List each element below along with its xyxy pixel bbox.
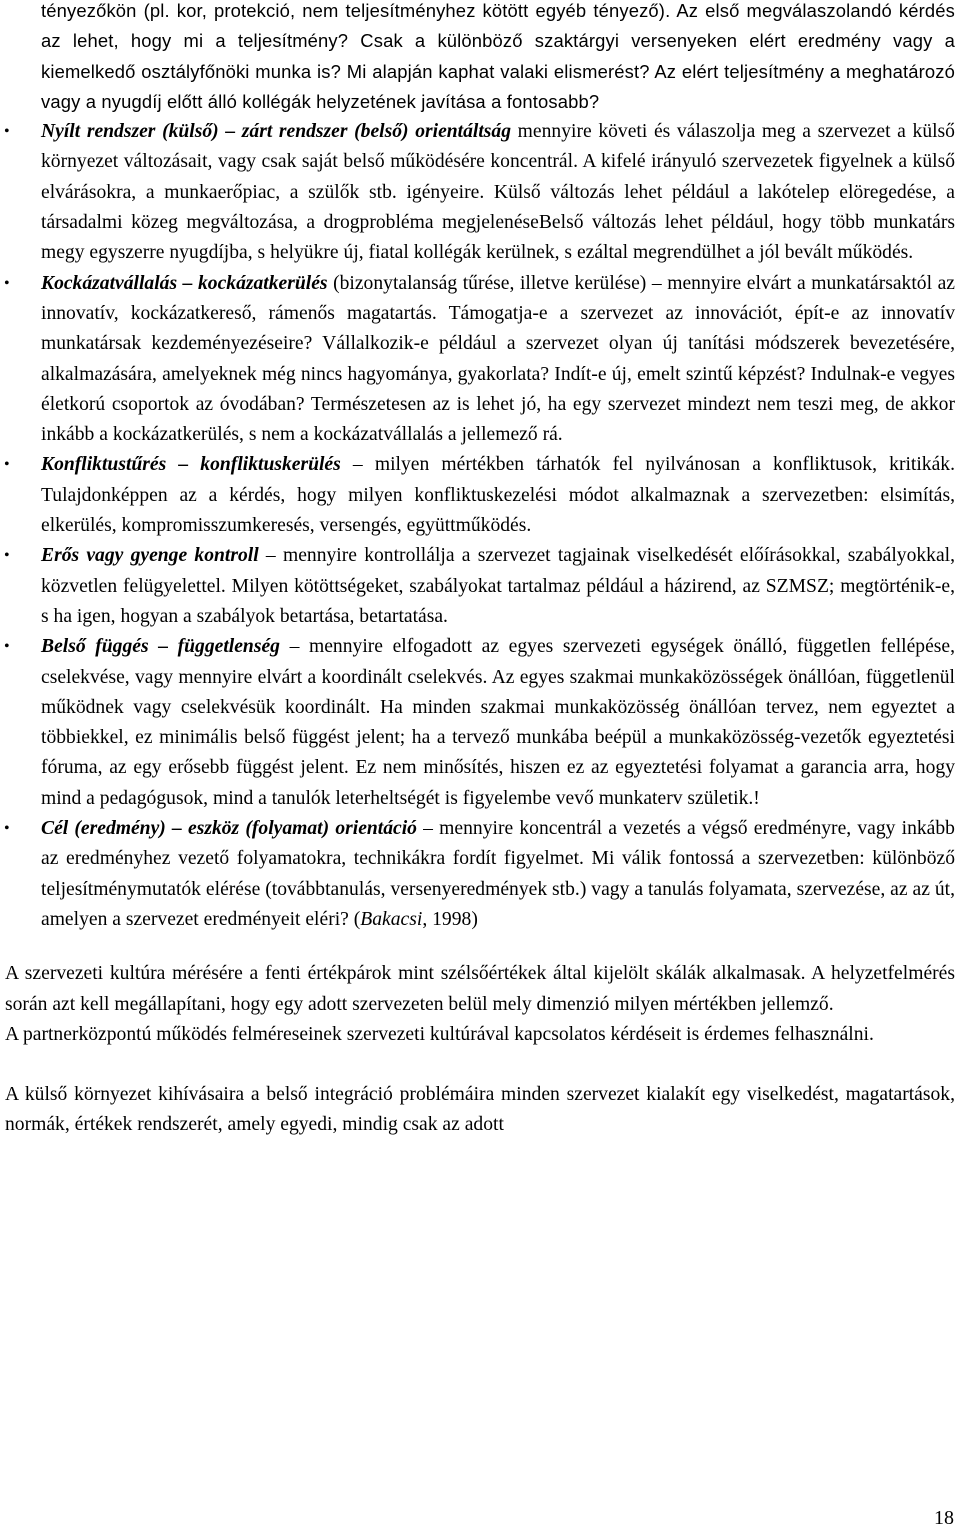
bullet-text: (bizonytalanság tűrése, illetve kerülése) – mennyire elvárt a munkatársaktól az innovatív, kockázatkereső, rámenős magatartás. Támogatja-e a szervezet az innovációt, épít-e az innovatív munkatársak kezdeményezéseire? Vállalkozik-e például a szervezet olyan új tanítási módszerek bevezetésére, alkalmazására, amelyeknek még nincs hagyománya, gyakorlata? Indít-e új, emelt szintű képzést? Indulnak-e vegyes életkorú csoportok az óvodában? Természetesen az is lehet jó, ha egy szervezet mindezt nem teszi meg, de akkor inkább a kockázatkerülés, s nem a kockázatvállalás a jellemező rá.: [41, 272, 955, 446]
bullet-title: Nyílt rendszer (külső) – zárt rendszer (belső) orientáltság: [41, 121, 512, 143]
intro-line: megválaszolandó kérdés az lehet, hogy mi a teljesítmény? Csak a különböző szaktárgyi: [41, 0, 955, 52]
intro-line: kollégák helyzetének javítása a fontosabb?: [242, 90, 600, 112]
bullet-text: mennyire követi és válaszolja meg a szervezet a külső környezet változásait, vagy csak saját belső működésére koncentrál. A kifelé irányuló szervezetek figyelnek a külső elvárásokra, a munkaerőpiac, a szülők stb. igényeire. Külső változás lehet például a lakótelep elöregedése, a társadalmi közeg megváltozása, a drogprobléma megjelenéseBelső változás lehet például, hogy több munkatárs megy egyszerre nyugdíjba, s helyükre új, fiatal kollégák kerülnek, s ezáltal megrendülhet a jól bevált működés.: [41, 121, 955, 264]
intro-line: kaphat valaki elismerést? Az elért teljesítmény a meghatározó vagy a nyugdíj előtt álló: [41, 60, 955, 112]
citation-author: Bakacsi: [360, 908, 423, 930]
bullet-item: [0, 814, 960, 935]
citation-year: , 1998): [422, 908, 478, 930]
bullet-dot: •: [4, 547, 10, 565]
intro-line: versenyeken elért eredmény vagy a kiemelkedő osztályfőnöki munka is? Mi alapján: [41, 30, 955, 82]
intro-line: tényezőkön (pl. kor, protekció, nem teljesítményhez kötött egyéb tényező). Az első: [41, 0, 740, 21]
bullet-title: Kockázatvállalás – kockázatkerülés: [41, 272, 328, 294]
bullet-text: – milyen mértékben tárhatók fel nyilvánosan a konfliktusok, kritikák. Tulajdonképpen az a kérdés, hogy milyen konfliktuskezelési módot alkalmaznak a szervezetben: elsimítás, elkerülés, kompromisszumkeresés, versengés, együttműködés.: [41, 454, 955, 537]
bullet-item: [0, 450, 960, 541]
bullet-dot: •: [4, 274, 10, 292]
bullet-dot: •: [4, 456, 10, 474]
bullet-item: [0, 117, 960, 268]
bullet-title: Belső függés – függetlenség: [41, 636, 280, 658]
bullet-title: Erős vagy gyenge kontroll: [41, 545, 259, 567]
bullet-text: – mennyire kontrollálja a szervezet tagjainak viselkedését előírásokkal, szabályokkal, közvetlen felügyelettel. Milyen kötöttségeket, szabályokat tartalmaz például a házirend, az SZMSZ; megtörténik-e, s ha igen, hogyan a szabályok betartása, betartatása.: [41, 545, 955, 627]
bullet-title: Konfliktustűrés – konfliktuskerülés: [41, 454, 341, 476]
bullet-title: Cél (eredmény) – eszköz (folyamat) orientáció: [41, 818, 417, 840]
body-paragraph: A szervezeti kultúra mérésére a fenti értékpárok mint szélsőértékek által kijelölt skálák alkalmasak. A helyzetfelmérés során azt kell megállapítani, hogy egy adott szervezeten belül mely dimenzió milyen mértékben jellemző.: [5, 963, 955, 1015]
bullet-text: – mennyire koncentrál a vezetés a végső eredményre, vagy inkább az eredményhez vezető folyamatokra, technikákra fordít figyelmet. Mi válik fontossá a szervezetben: különböző teljesítménymutatók elérése (továbbtanulás, versenyeredmények stb.) vagy a tanulás folyamata, szervezése, az az út, amelyen a szervezet eredményeit eléri? (: [41, 818, 955, 930]
intro-paragraph: [0, 0, 960, 117]
page-number: 18: [934, 1507, 954, 1529]
bullet-item: [0, 632, 960, 814]
bullet-dot: •: [4, 638, 10, 656]
bullet-item: [0, 541, 960, 632]
bullet-item: [0, 269, 960, 451]
bullet-dot: •: [4, 820, 10, 838]
body-paragraph: A külső környezet kihívásaira a belső integráció problémáira minden szervezet kialakít egy viselkedést, magatartások, normák, értékek rendszerét, amely egyedi, mindig csak az adott: [5, 1084, 955, 1136]
bullet-dot: •: [4, 123, 10, 141]
bullet-text: – mennyire elfogadott az egyes szervezeti egységek önálló, független fellépése, cselekvése, vagy mennyire elvárt a koordinált cselekvés. Az egyes szakmai munkaközösségek önállóan, függetlenül működnek vagy cselekvésük koordinált. Ha minden szakmai munkaközösség önállóan tervez, nem egyeztet a többiekkel, ez minimális belső függést jelent; ha a tervező munkába beépül a munkaközösség-vezetők egyeztetési fóruma, az egy erősebb függést jelent. Ez nem minősítés, hiszen ez az egyeztetési folyamat a garancia arra, hogy mind a pedagógusok, mind a tanulók leterheltségét is figyelembe vevő munkaterv születik.!: [41, 636, 955, 809]
body-paragraph: A partnerközpontú működés felméreseinek szervezeti kultúrával kapcsolatos kérdéseit is érdemes felhasználni.: [5, 1023, 874, 1045]
